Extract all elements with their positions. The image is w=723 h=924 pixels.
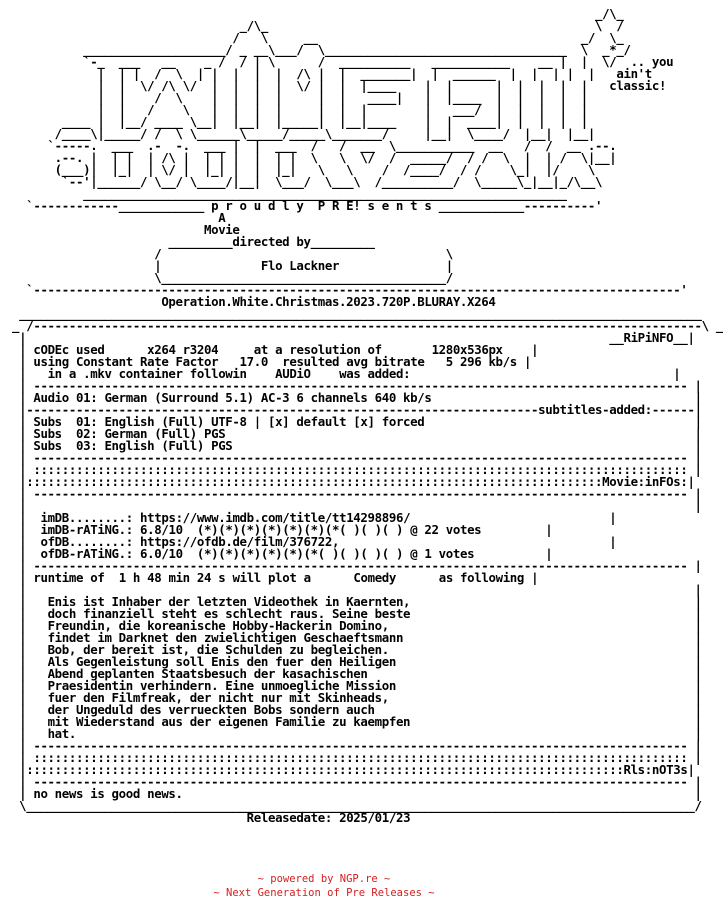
plot-line-8: Praesidentin verhindern. Eine unmoegliche Mission bbox=[47, 678, 396, 693]
resolution-label: at a resolution of bbox=[253, 342, 382, 357]
audio-line-1: Audio 01: German (Surround 5.1) AC-3 6 channels 640 kb/s bbox=[33, 390, 432, 405]
codec-value: x264 r3204 bbox=[147, 342, 219, 357]
plot-line-10: der Ungeduld des verrueckten Bobs sondern auch bbox=[47, 702, 375, 717]
line-directed: directed by bbox=[232, 234, 311, 249]
imdb-rating-label: imDB-rATiNG.: bbox=[40, 522, 133, 537]
release-name: Operation.White.Christmas.2023.720P.BLURAY.X264 bbox=[161, 294, 496, 309]
added-label: was added: bbox=[339, 366, 411, 381]
plot-line-6: Als Gegenleistung soll Enis den fuer den Heiligen bbox=[47, 654, 396, 669]
bitrate-label: resulted avg bitrate bbox=[282, 354, 425, 369]
footer bbox=[0, 872, 648, 900]
ofdb-label: ofDB........: bbox=[40, 534, 133, 549]
following-label: as following bbox=[438, 570, 525, 585]
line-movie: Movie bbox=[203, 222, 240, 237]
ofdb-rating-label: ofDB-rATiNG.: bbox=[40, 546, 133, 561]
plot-line-2: doch finanziell steht es schlecht raus. Seine beste bbox=[47, 606, 411, 621]
ofdb-url: https://ofdb.de/film/376722, bbox=[140, 534, 340, 549]
release-date: 2025/01/23 bbox=[339, 810, 411, 825]
rls-notes-header: Rls:nOT3s bbox=[623, 762, 688, 777]
imdb-rating: 6.8/10 (*)(*)(*)(*)(*)(*)(*( )( )( ) @ 22 votes bbox=[140, 522, 482, 537]
bitrate-value: 5 296 kb/s bbox=[445, 354, 517, 369]
ofdb-rating: 6.0/10 (*)(*)(*)(*)(*)(*( )( )( )( ) @ 1 votes bbox=[140, 546, 475, 561]
genre-label: will plot a bbox=[232, 570, 311, 585]
container-label: in a .mkv container followin bbox=[47, 366, 247, 381]
tagline-2: ain't bbox=[616, 66, 652, 81]
subs-line-1: Subs 01: English (Full) UTF-8 | [x] default [x] forced bbox=[33, 414, 425, 429]
subtitles-header: subtitles-added: bbox=[538, 402, 652, 417]
presents-line: p r o u d l y P R E! s e n t s bbox=[211, 198, 432, 213]
news-text: no news is good news. bbox=[33, 786, 183, 801]
director-name: Flo Lackner bbox=[260, 258, 340, 273]
plot-line-1: Enis ist Inhaber der letzten Videothek in Kaernten, bbox=[47, 594, 411, 609]
plot-line-5: Bob, der bereit ist, die Schulden zu begleichen. bbox=[47, 642, 389, 657]
plot-line-3: Freundin, die koreanische Hobby-Hackerin Domino, bbox=[47, 618, 389, 633]
runtime-value: 1 h 48 min 24 s bbox=[118, 570, 226, 585]
plot-line-12: hat. bbox=[47, 726, 77, 741]
imdb-url: https://www.imdb.com/title/tt14298896/ bbox=[140, 510, 411, 525]
crf-value: 17.0 bbox=[239, 354, 268, 369]
runtime-label: runtime of bbox=[33, 570, 105, 585]
plot-line-11: mit Wiederstand aus der eigenen Familie zu kaempfen bbox=[47, 714, 411, 729]
plot-line-7: Abend geplanten Staatsbesuch der kasachischen bbox=[47, 666, 368, 681]
subs-line-2: Subs 02: German (Full) PGS bbox=[33, 426, 226, 441]
plot-line-4: findet im Darknet den zwielichtigen Geschaeftsmann bbox=[47, 630, 404, 645]
ripinfo-header: RiPiNFO bbox=[623, 330, 674, 345]
tagline-3: classic! bbox=[609, 78, 667, 93]
resolution-value: 1280x536px bbox=[431, 342, 503, 357]
powered-by-link[interactable]: ~ powered by NGP.re ~ bbox=[257, 873, 391, 885]
release-date-label: Releasedate: bbox=[246, 810, 332, 825]
genre-value: Comedy bbox=[353, 570, 397, 585]
tagline-1: .. you bbox=[630, 54, 674, 69]
audio-label: AUDiO bbox=[275, 366, 311, 381]
crf-label: using Constant Rate Factor bbox=[33, 354, 219, 369]
plot-line-9: fuer den Filmfreak, der nicht nur mit Skinheads, bbox=[47, 690, 389, 705]
subs-line-3: Subs 03: English (Full) PGS bbox=[33, 438, 233, 453]
codec-label: cODEc used bbox=[33, 342, 105, 357]
line-a: A bbox=[218, 210, 226, 225]
next-generation-link[interactable]: ~ Next Generation of Pre Releases ~ bbox=[213, 887, 435, 899]
nfo-text: _/\_ _/\_ \ / / \ __ _/ \_ ____________________/ _ __\___/ \__________________________________ \ _*_/ `-_ ___ __ _ / / | \ / __________ ___________ __ | | \/ .. you | | | / \ | | | | | /\ | | _______| | ______ | | | | | ain't | | \/ /\ \/ | | | | \/ | | |____ | | | | | | | classic! | | / \ | | | | | | ____| | |____ | | | | | | | / \ | | | | | | | | ___/ | | | | | ____ | |__/ ____ \__| |__| |_____| |__|____ | | ____| | | | | /____\|_____/ / \ \______\_____/_____\_______/ |__| \____/ |__| |__| `-----. ___ .- -. ___ | | ___ / / __ \___________ __ / / __ .--. .--. | | | | /\ | | | | | | | \ \ \/ / _____/ / / \ | | / \|__| (___)| |_| | \/ | |_| | | |_| \ \ / /____/ / / \_| |/ \ `--'|______/ \__/ \____/|__| \___/ \___\ /__________/ \_____\_|__|_/\__\ ____________________________________________________________________ `------------____________ p r o u d l y P R E! s e n t s ____________----------' A Movie _________directed by_________ / \ | Flo Lackner | \________________________________________/ `-------------------------------------------------------------------------------------------' Operation.White.Christmas.2023.720P.BLURAY.X264 ________________________________________________________________________________________________ _ /----------------------------------------------------------------------------------------------\ _ | __RiPiNFO__| | cODEc used x264 r3204 at a resolution of 1280x536px | | using Constant Rate Factor 17.0 resulted avg bitrate 5 296 kb/s | | in a .mkv container followin AUDiO was added: | | -------------------------------------------------------------------------------------------- | | Audio 01: German (Surround 5.1) AC-3 6 channels 640 kb/s | |------------------------------------------------------------------------subtitles-added:------| | Subs 01: English (Full) UTF-8 | [x] default [x] forced | | Subs 02: German (Full) PGS | | Subs 03: English (Full) PGS | | -------------------------------------------------------------------------------------------- | | :::::::::::::::::::::::::::::::::::::::::::::::::::::::::::::::::::::::::::::::::::::::::::: | |:::::::::::::::::::::::::::::::::::::::::::::::::::::::::::::::::::::::::::::::::Movie:inFOs:| | -------------------------------------------------------------------------------------------- | | | | imDB........: https://www.imdb.com/title/tt14298896/ | | imDB-rATiNG.: 6.8/10 (*)(*)(*)(*)(*)(*)(*( )( )( ) @ 22 votes | | ofDB........: https://ofdb.de/film/376722, | | ofDB-rATiNG.: 6.0/10 (*)(*)(*)(*)(*)(*( )( )( )( ) @ 1 votes | | -------------------------------------------------------------------------------------------- | | runtime of 1 h 48 min 24 s will plot a Comedy as following | | | | Enis ist Inhaber der letzten Videothek in Kaernten, | | doch finanziell steht es schlecht raus. Seine beste | | Freundin, die koreanische Hobby-Hackerin Domino, | | findet im Darknet den zwielichtigen Geschaeftsmann | | Bob, der bereit ist, die Schulden zu begleichen. | | Als Gegenleistung soll Enis den fuer den Heiligen | | Abend geplanten Staatsbesuch der kasachischen | | Praesidentin verhindern. Eine unmoegliche Mission | | fuer den Filmfreak, der nicht nur mit Skinheads, | | der Ungeduld des verrueckten Bobs sondern auch | | mit Wiederstand aus der eigenen Familie zu kaempfen | | hat. | | -------------------------------------------------------------------------------------------- | | :::::::::::::::::::::::::::::::::::::::::::::::::::::::::::::::::::::::::::::::::::::::::::: | |::::::::::::::::::::::::::::::::::::::::::::::::::::::::::::::::::::::::::::::::::::Rls:nOT3s| | -------------------------------------------------------------------------------------------- | | no news is good news. | \______________________________________________________________________________________________/ Releasedate: 2025/01/23 bbox=[12, 6, 723, 825]
movie-info-header: Movie:inFOs: bbox=[602, 474, 688, 489]
imdb-label: imDB........: bbox=[40, 510, 133, 525]
